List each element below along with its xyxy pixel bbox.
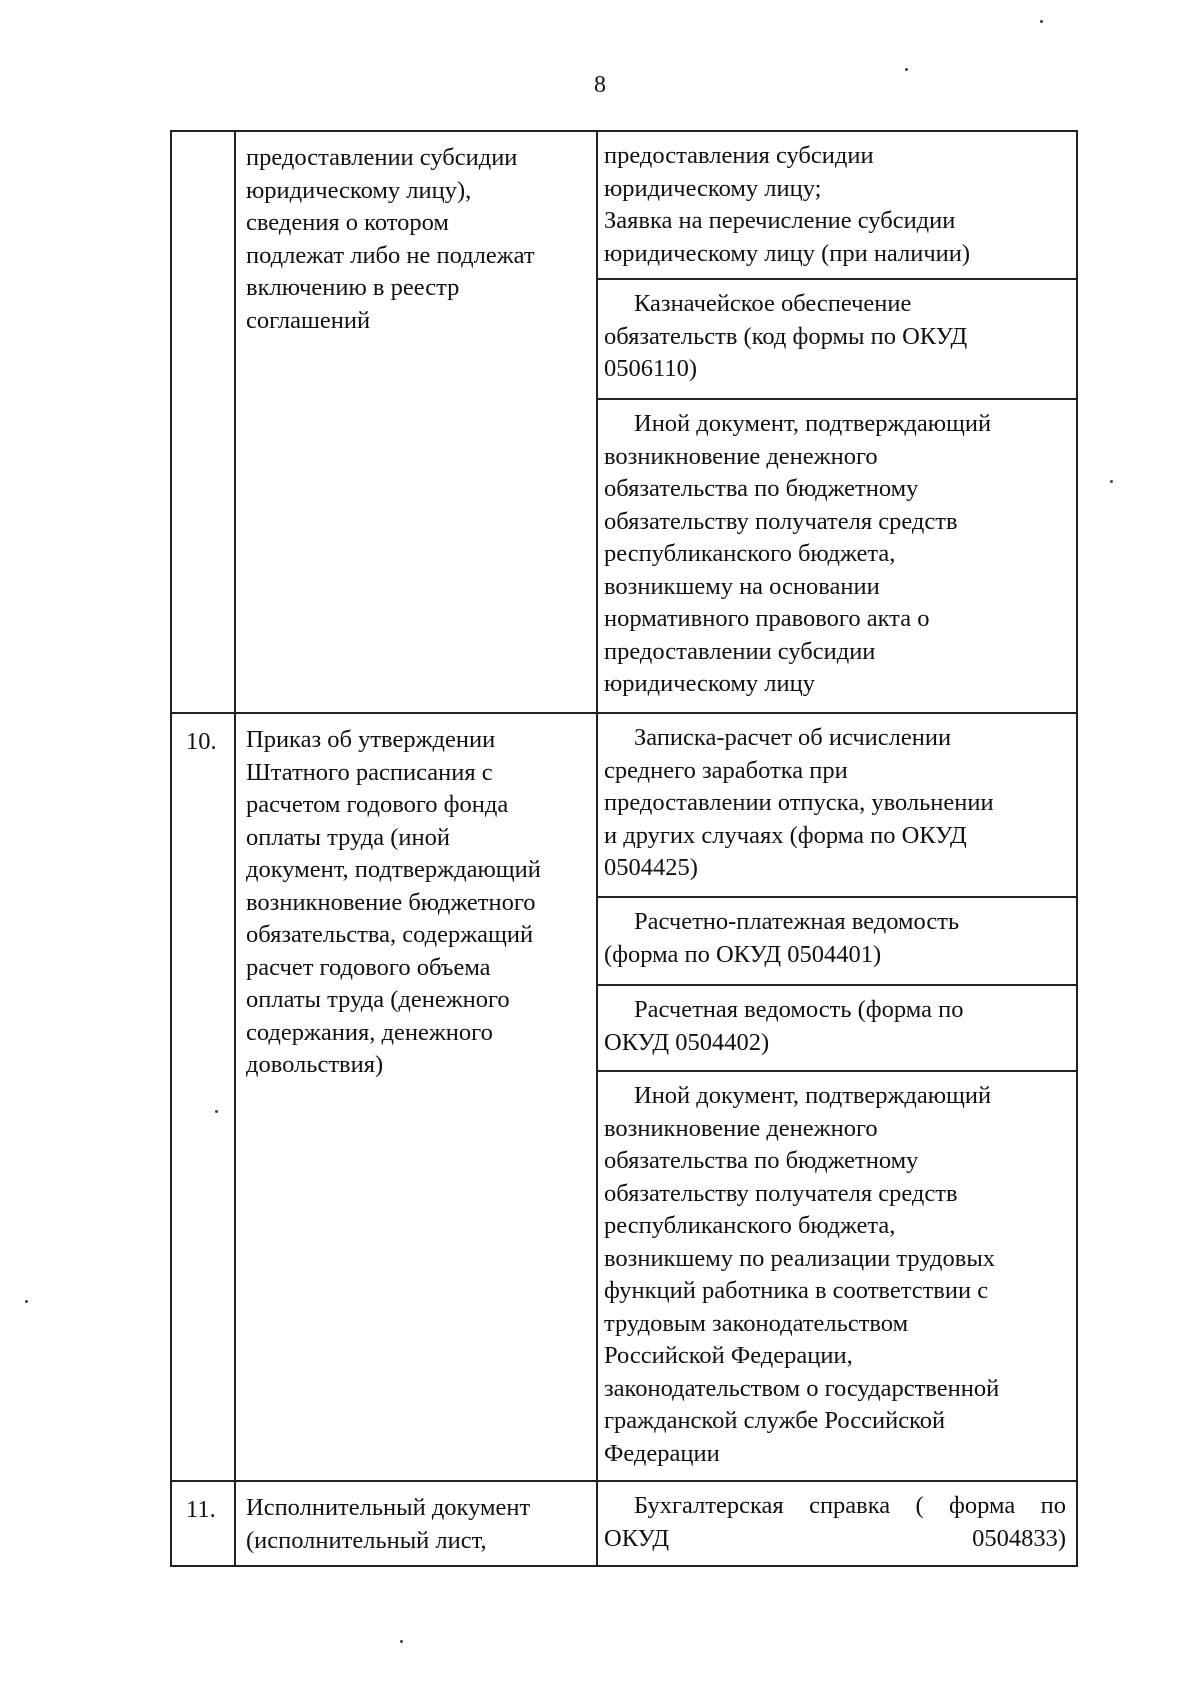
- basis-document-text: предоставлении субсидии юридическому лицу), сведения о котором подлежат либо не подлежат включению в реестр соглашений: [246, 144, 535, 334]
- confirming-document-text: Расчетно-платежная ведомость (форма по ОКУД 0504401): [604, 908, 960, 968]
- page-number: 8: [594, 72, 606, 98]
- row-number-cell: [171, 131, 235, 713]
- scan-speck: [215, 1110, 218, 1113]
- confirming-document-cell: [597, 1071, 1077, 1481]
- scan-speck: [400, 1640, 403, 1643]
- confirming-document-cell: [597, 131, 1077, 279]
- confirming-document-text: Казначейское обеспечение обязательств (код формы по ОКУД 0506110): [604, 290, 968, 382]
- confirming-document-cell: [597, 897, 1077, 985]
- basis-document-cell: [235, 131, 597, 713]
- document-table: [170, 130, 1078, 1567]
- confirming-document-text: Иной документ, подтверждающий возникновение денежного обязательства по бюджетному обязательству получателя средств республиканского бюджета, возникшему на основании нормативного правового акта о предоставлении субсидии юридическому лицу: [604, 410, 992, 697]
- table-row: [171, 131, 1077, 279]
- confirming-document-text: Записка-расчет об исчислении среднего заработка при предоставлении отпуска, увольнении и других случаях (форма по ОКУД 0504425): [604, 724, 994, 881]
- scan-speck: [25, 1300, 28, 1303]
- row-number: [172, 132, 234, 144]
- confirming-document-cell: [597, 399, 1077, 713]
- scan-speck: [905, 68, 908, 71]
- scan-speck: [1110, 480, 1113, 483]
- confirming-document-text: Расчетная ведомость (форма по ОКУД 0504402): [604, 996, 964, 1056]
- confirming-document-text: предоставления субсидии юридическому лицу; Заявка на перечисление субсидии юридическому лицу (при наличии): [604, 142, 971, 267]
- confirming-document-cell: [597, 713, 1077, 897]
- confirming-document-cell: [597, 1481, 1077, 1566]
- table-row: [171, 713, 1077, 897]
- row-number-cell: [171, 713, 235, 1481]
- row-number: 10.: [186, 728, 217, 755]
- basis-document-cell: [235, 1481, 597, 1566]
- row-number: 11.: [186, 1496, 216, 1523]
- table-row: [171, 1481, 1077, 1566]
- basis-document-text: Приказ об утверждении Штатного расписания с расчетом годового фонда оплаты труда (иной документ, подтверждающий возникновение бюджетного обязательства, содержащий расчет годового объема оплаты труда (денежного содержания, денежного довольствия): [246, 726, 541, 1078]
- scan-speck: [1040, 20, 1043, 23]
- row-number-cell: [171, 1481, 235, 1566]
- confirming-document-cell: [597, 985, 1077, 1071]
- confirming-document-text: Иной документ, подтверждающий возникновение денежного обязательства по бюджетному обязательству получателя средств республиканского бюджета, возникшему по реализации трудовых функций работника в соответствии с трудовым законодательством Российской Федерации, законодательством о государственной гражданской службе Российской Федерации: [604, 1082, 1000, 1467]
- basis-document-text: Исполнительный документ (исполнительный лист,: [246, 1494, 531, 1554]
- confirming-document-text: Бухгалтерская справка ( форма по ОКУД 0504833): [604, 1492, 1066, 1552]
- basis-document-cell: [235, 713, 597, 1481]
- confirming-document-cell: [597, 279, 1077, 399]
